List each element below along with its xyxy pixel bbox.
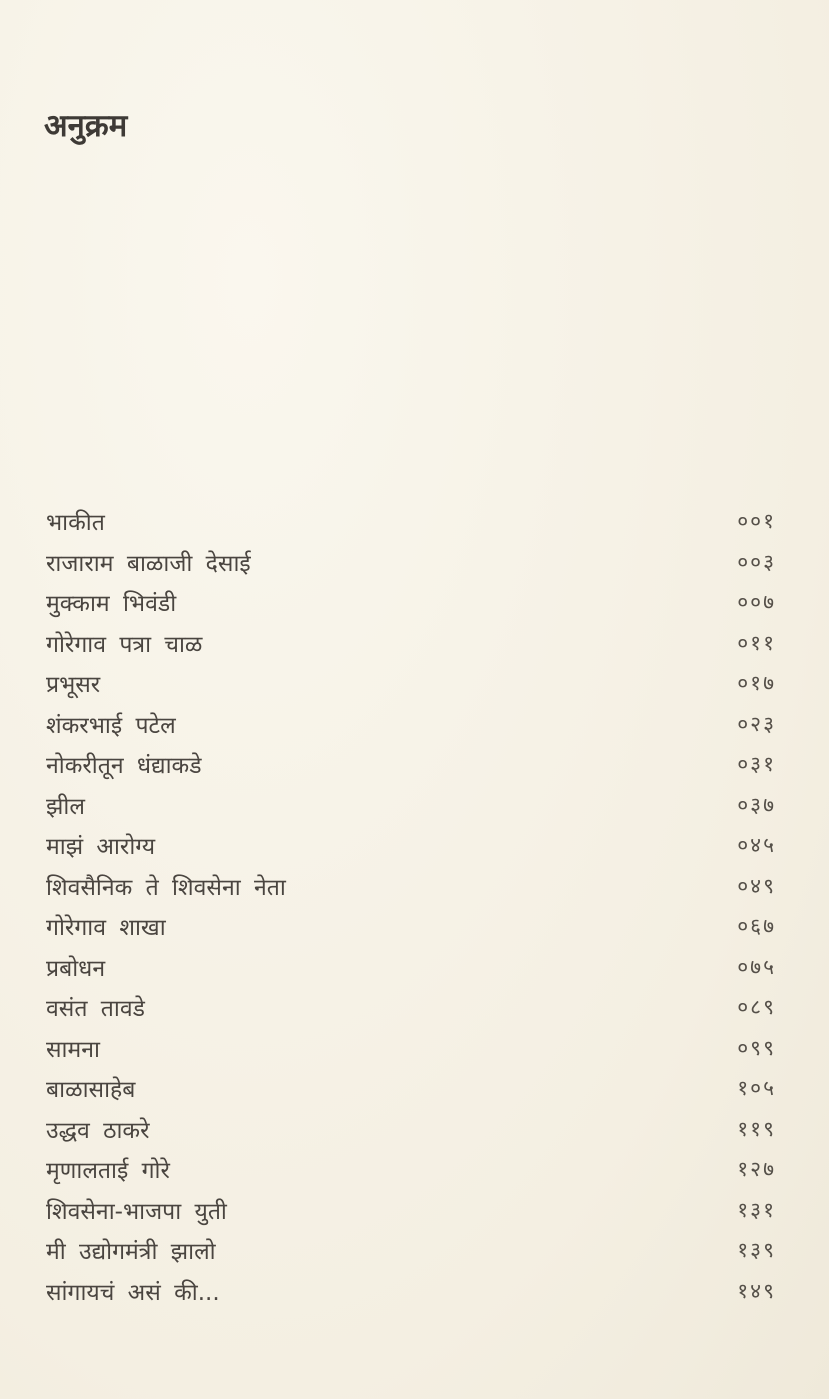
toc-entry-page: १२७: [737, 1157, 776, 1182]
toc-entry-title: शिवसेना-भाजपा युती: [46, 1198, 227, 1225]
toc-entry-page: ००३: [737, 549, 776, 574]
toc-entry-title: प्रबोधन: [46, 955, 106, 982]
toc-entry: [46, 987, 776, 1028]
toc-entry-title: मुक्काम भिवंडी: [46, 591, 177, 618]
toc-entry-page: ०४५: [737, 833, 776, 858]
toc-entry-page: ०१७: [737, 671, 776, 696]
toc-entry-title: मी उद्योगमंत्री झालो: [46, 1239, 216, 1266]
toc-entry-page: ०६७: [737, 914, 776, 939]
toc-entry-page: ११९: [737, 1116, 776, 1141]
toc-entry-title: शंकरभाई पटेल: [46, 712, 176, 739]
toc-entry: [46, 1271, 776, 1312]
toc-entry-title: गोरेगाव शाखा: [46, 915, 166, 942]
toc-entry-title: नोकरीतून धंद्याकडे: [46, 753, 202, 780]
toc-entry: [46, 1028, 776, 1069]
toc-entry-title: सांगायचं असं की...: [46, 1279, 220, 1306]
toc-entry-title: उद्धव ठाकरे: [46, 1117, 150, 1144]
toc-entry-title: बाळासाहेब: [46, 1077, 136, 1104]
toc-entry: [46, 866, 776, 907]
toc-entry-page: ०७५: [737, 954, 776, 979]
toc-entry: [46, 947, 776, 988]
contents-heading: अनुक्रम: [44, 108, 128, 144]
toc-entry-title: झील: [46, 793, 85, 820]
toc-entry: [46, 542, 776, 583]
toc-entry: [46, 1230, 776, 1271]
toc-entry-title: सामना: [46, 1036, 100, 1063]
toc-entry-page: ०११: [737, 630, 776, 655]
toc-entry-page: ०३७: [737, 792, 776, 817]
toc-entry-page: ००७: [737, 590, 776, 615]
toc-entry: [46, 623, 776, 664]
toc-entry-title: माझं आरोग्य: [46, 834, 156, 861]
toc-entry: [46, 785, 776, 826]
toc-entry: [46, 663, 776, 704]
toc-entry-page: १४९: [737, 1278, 776, 1303]
toc-entry: [46, 501, 776, 542]
toc-entry-page: ०४९: [737, 873, 776, 898]
toc-entry-title: शिवसैनिक ते शिवसेना नेता: [46, 874, 286, 901]
toc-entry: [46, 744, 776, 785]
toc-entry: [46, 1109, 776, 1150]
toc-entry-page: ००१: [737, 509, 776, 534]
toc-entry-title: गोरेगाव पत्रा चाळ: [46, 631, 203, 658]
toc-entry-title: प्रभूसर: [46, 672, 101, 699]
toc-entry: [46, 1149, 776, 1190]
toc-entry-page: ०८९: [737, 995, 776, 1020]
toc-entry: [46, 1068, 776, 1109]
toc-entry-title: वसंत तावडे: [46, 996, 145, 1023]
toc-entry-title: राजाराम बाळाजी देसाई: [46, 550, 251, 577]
toc-entry: [46, 1190, 776, 1231]
table-of-contents: [46, 501, 776, 1311]
toc-entry-page: ०९९: [737, 1035, 776, 1060]
toc-entry-title: मृणालताई गोरे: [46, 1158, 170, 1185]
toc-entry-title: भाकीत: [46, 510, 105, 537]
toc-entry-page: १३१: [737, 1197, 776, 1222]
toc-entry: [46, 582, 776, 623]
toc-entry: [46, 906, 776, 947]
toc-entry-page: ०३१: [737, 752, 776, 777]
toc-entry: [46, 825, 776, 866]
toc-entry: [46, 704, 776, 745]
toc-entry-page: ०२३: [737, 711, 776, 736]
toc-entry-page: १३९: [737, 1238, 776, 1263]
toc-entry-page: १०५: [737, 1076, 776, 1101]
